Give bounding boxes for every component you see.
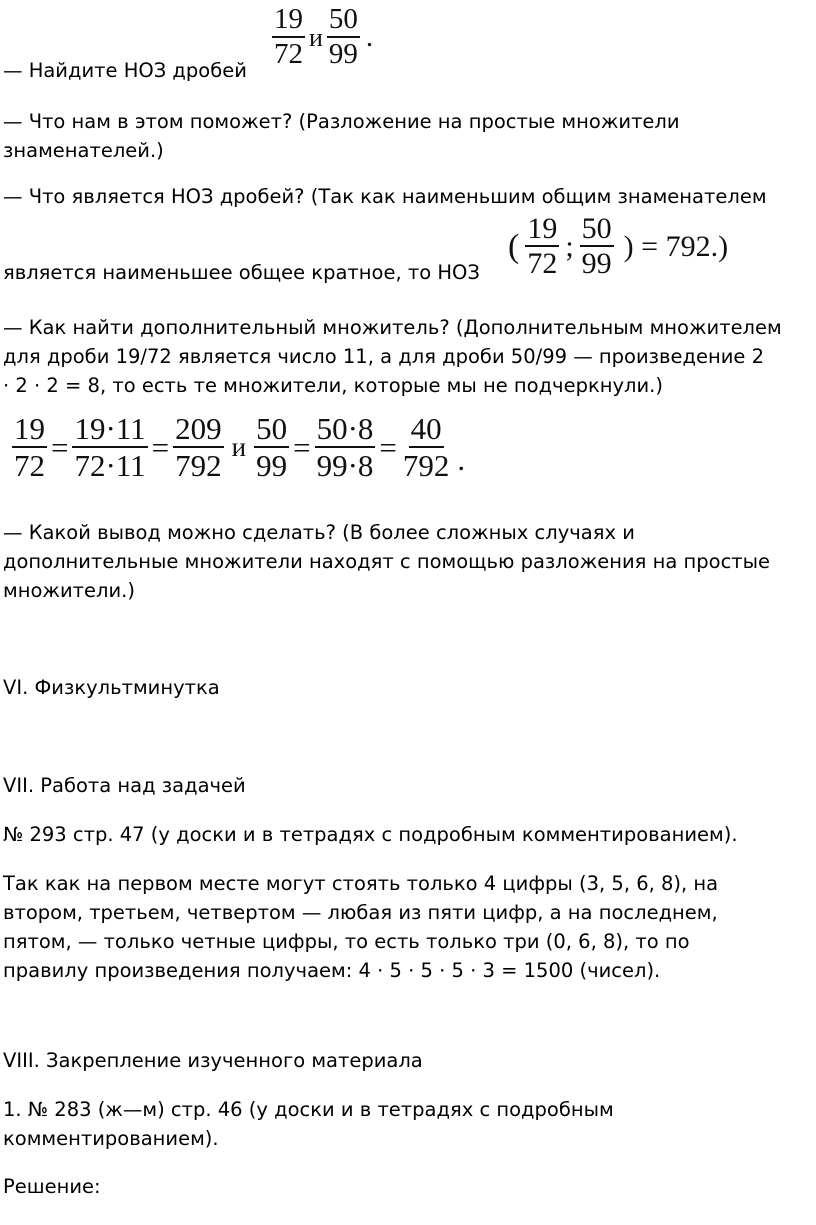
solution-paragraph-line-3: пятом, — только четные цифры, то есть только три (0, 6, 8), то по xyxy=(3,930,690,953)
numerator: 50 xyxy=(327,4,360,38)
numerator: 50 xyxy=(254,412,289,448)
fraction-209-792 xyxy=(173,412,224,484)
exercise-1-line-1: 1. № 283 (ж—м) стр. 46 (у доски и в тетрадях с подробным xyxy=(3,1098,614,1121)
fraction-19-72 xyxy=(525,212,559,282)
question-3-line-1: — Что является НОЗ дробей? (Так как наименьшим общим знаменателем xyxy=(3,185,767,208)
question-2-line-1: — Что нам в этом поможет? (Разложение на простые множители xyxy=(3,110,680,133)
numerator: 50·8 xyxy=(315,412,376,448)
question-4-line-1: — Как найти дополнительный множитель? (Дополнительным множителем xyxy=(3,316,782,339)
equals-sign: = xyxy=(293,429,311,465)
fraction-19-72 xyxy=(12,412,47,484)
conjunction: и xyxy=(309,22,323,52)
period: . xyxy=(457,441,466,477)
numerator: 19·11 xyxy=(72,412,147,448)
question-5-line-1: — Какой вывод можно сделать? (В более сложных случаях и xyxy=(3,521,635,544)
equals-sign: = xyxy=(51,429,69,465)
fraction-50-99 xyxy=(580,212,614,282)
question-4-line-2: для дроби 19/72 является число 11, а для дроби 50/99 — произведение 2 xyxy=(3,345,764,368)
denominator: 792 xyxy=(175,448,222,484)
question-2-line-2: знаменателей.) xyxy=(3,139,164,162)
question-1: — Найдите НОЗ дробей xyxy=(3,59,247,82)
separator: ; xyxy=(565,229,574,263)
question-5-line-3: множители.) xyxy=(3,579,135,602)
section-8-heading: VIII. Закрепление изученного материала xyxy=(3,1049,423,1072)
fraction-50x8-99x8 xyxy=(315,412,376,484)
question-5-line-2: дополнительные множители находят с помощью разложения на простые xyxy=(3,550,771,573)
numerator: 19 xyxy=(527,212,558,245)
denominator: 99 xyxy=(581,247,612,280)
section-6-heading: VI. Физкультминутка xyxy=(3,676,220,699)
numerator: 209 xyxy=(173,412,224,448)
fraction-19x11-72x11 xyxy=(72,412,147,484)
solution-label: Решение: xyxy=(3,1175,101,1198)
fraction-40-792 xyxy=(401,412,452,484)
period: . xyxy=(365,21,374,54)
solution-paragraph-line-1: Так как на первом месте могут стоять только 4 цифры (3, 5, 6, 8), на xyxy=(3,872,719,895)
equals-sign: = xyxy=(379,429,397,465)
denominator: 99 xyxy=(328,37,358,70)
denominator: 72 xyxy=(527,247,558,280)
denominator: 99·8 xyxy=(316,448,374,484)
numerator: 19 xyxy=(12,412,47,448)
result-792: ) = 792.) xyxy=(623,229,729,263)
denominator: 792 xyxy=(402,448,450,484)
denominator: 99 xyxy=(256,448,288,484)
numerator: 50 xyxy=(581,212,612,245)
denominator: 72 xyxy=(274,37,303,70)
formula-fractions-19-72-50-99 xyxy=(272,4,373,71)
question-4-line-3: · 2 · 2 = 8, то есть те множители, которые мы не подчеркнули.) xyxy=(3,374,663,397)
denominator: 72·11 xyxy=(74,448,146,484)
conjunction: и xyxy=(231,432,247,463)
denominator: 72 xyxy=(14,448,45,484)
numerator: 40 xyxy=(409,412,444,448)
question-3-line-2: является наименьшее общее кратное, то НОЗ xyxy=(3,261,480,284)
section-7-heading: VII. Работа над задачей xyxy=(3,774,246,797)
task-293: № 293 стр. 47 (у доски и в тетрадях с подробным комментированием). xyxy=(3,823,738,846)
fraction-19-72 xyxy=(272,4,305,71)
formula-lcd-792 xyxy=(508,212,728,282)
equals-sign: = xyxy=(151,429,170,465)
numerator: 19 xyxy=(272,4,305,38)
solution-paragraph-line-4: правилу произведения получаем: 4 · 5 · 5 · 5 · 3 = 1500 (чисел). xyxy=(3,959,661,982)
solution-paragraph-line-2: втором, третьем, четвертом — любая из пяти цифр, а на последнем, xyxy=(3,901,718,924)
open-paren: ( xyxy=(508,227,520,265)
fraction-50-99 xyxy=(254,412,289,484)
exercise-1-line-2: комментированием). xyxy=(3,1127,219,1150)
formula-additional-factors xyxy=(12,412,465,484)
fraction-50-99 xyxy=(327,4,360,71)
